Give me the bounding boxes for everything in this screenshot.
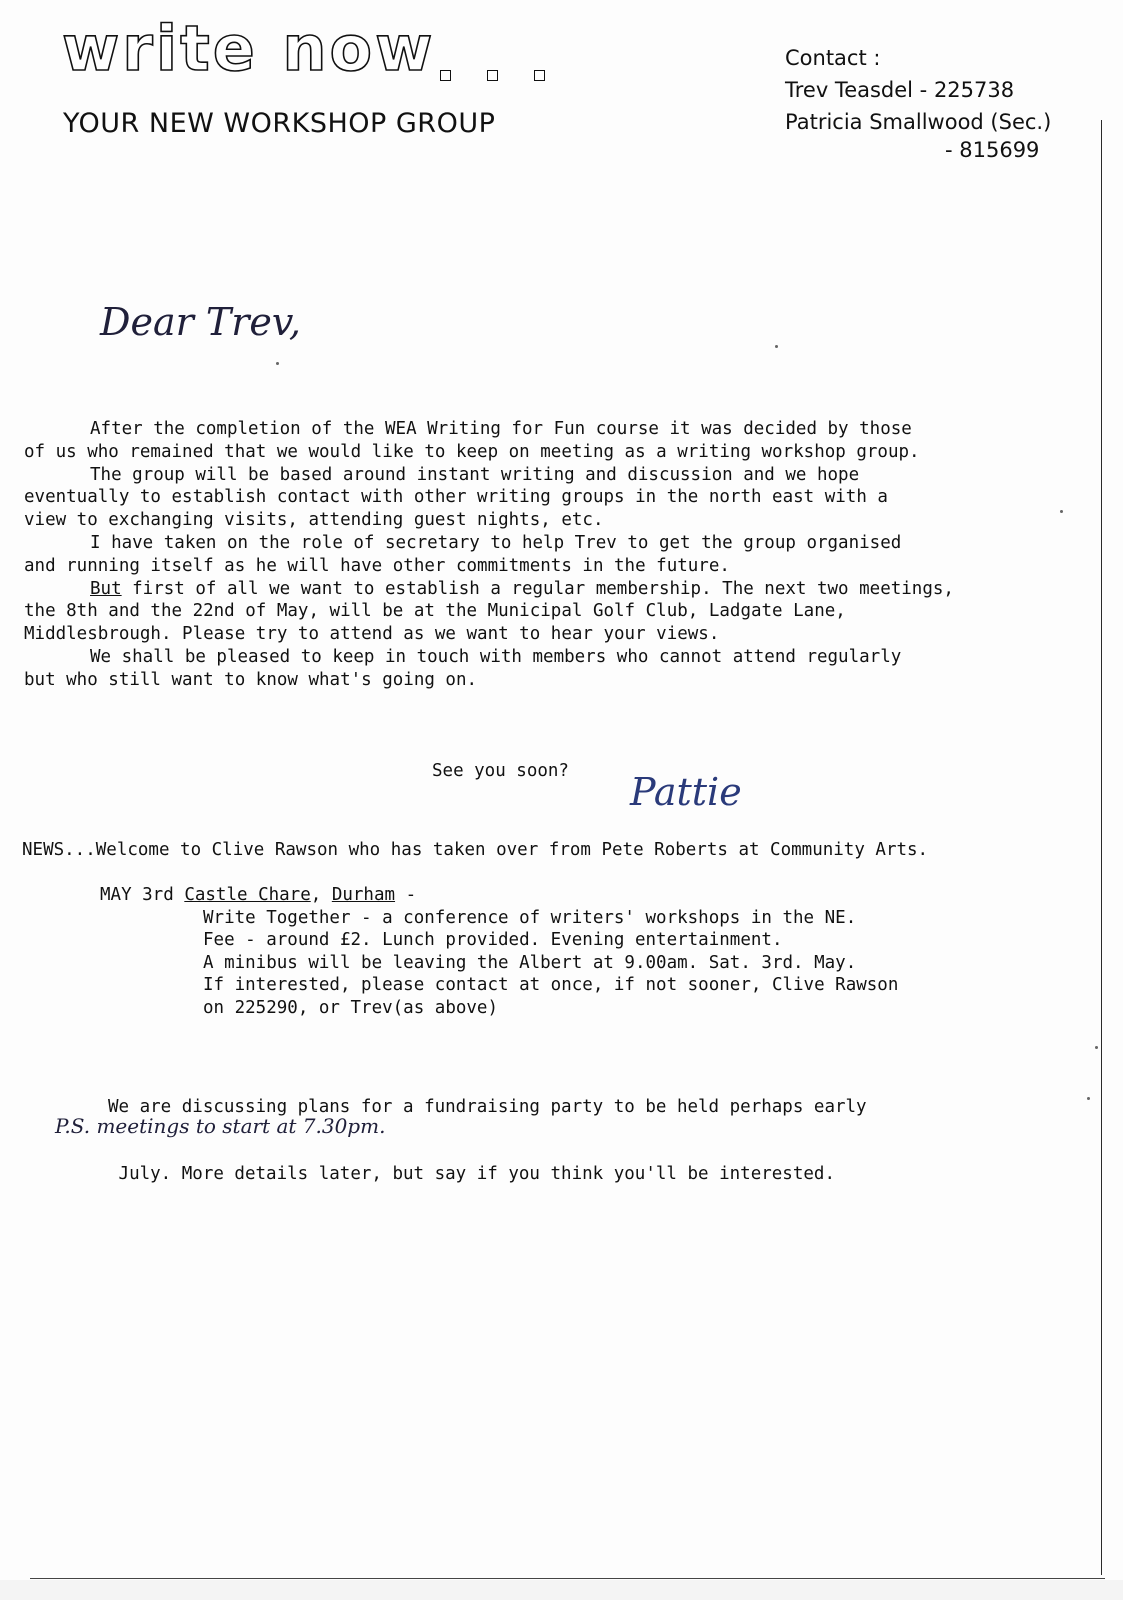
event-detail-line: on 225290, or Trev(as above) [203, 997, 499, 1018]
logo-title: write now [62, 12, 436, 85]
page-edge-right [1101, 120, 1102, 1575]
body-line: and running itself as he will have other commitments in the future. [24, 555, 730, 576]
logo-ellipsis [440, 70, 545, 81]
event-venue: Castle Chare [184, 885, 311, 905]
body-line: view to exchanging visits, attending guest nights, etc. [24, 510, 604, 531]
event-detail-line: A minibus will be leaving the Albert at 9.00am. Sat. 3rd. May. [203, 952, 857, 973]
event-detail-line: If interested, please contact at once, if not sooner, Clive Rawson [203, 975, 899, 996]
contact-block [785, 42, 1051, 162]
party-note [108, 1051, 867, 1230]
party-line: We are discussing plans for a fundraising party to be held perhaps early [108, 1096, 867, 1117]
page-background [0, 1580, 1123, 1600]
body-line: eventually to establish contact with other writing groups in the north east with a [24, 487, 888, 508]
paper-speck [1060, 510, 1063, 513]
body-line: We shall be pleased to keep in touch with members who cannot attend regularly [90, 646, 902, 667]
body-line: but who still want to know what's going on. [24, 669, 478, 690]
handwritten-postscript: P.S. meetings to start at 7.30pm. [55, 1114, 386, 1138]
paper-speck [775, 345, 778, 348]
contact-patricia: Patricia Smallwood (Sec.) [785, 110, 1052, 134]
paper-speck [1095, 1046, 1098, 1049]
paper-speck [1087, 1097, 1090, 1100]
body-line: But first of all we want to establish a regular membership. The next two meetings, [90, 578, 954, 599]
event-detail-line: Write Together - a conference of writers' workshops in the NE. [203, 908, 857, 928]
party-line: July. More details later, but say if you think you'll be interested. [108, 1164, 835, 1185]
contact-patricia-phone: - 815699 [945, 138, 1040, 162]
body-line: I have taken on the role of secretary to help Trev to get the group organised [90, 532, 902, 553]
closing-line: See you soon? [432, 761, 569, 781]
contact-label: Contact : [785, 46, 881, 70]
paper-speck [276, 362, 279, 365]
event-details [203, 907, 898, 1019]
tagline: YOUR NEW WORKSHOP GROUP [63, 108, 496, 139]
contact-trev: Trev Teasdel - 225738 [785, 78, 1015, 102]
body-line: After the completion of the WEA Writing for Fun course it was decided by those [90, 419, 912, 439]
event-line: MAY 3rd Castle Chare, Durham - [100, 885, 417, 905]
underlined-but: But [90, 578, 122, 599]
news-headline: NEWS...Welcome to Clive Rawson who has taken over from Pete Roberts at Community Arts. [22, 840, 929, 860]
handwritten-greeting: Dear Trev, [100, 300, 301, 344]
event-detail-line: Fee - around £2. Lunch provided. Evening entertainment. [203, 930, 783, 951]
letter-body [24, 418, 1024, 692]
body-line: Middlesbrough. Please try to attend as we want to hear your views. [24, 624, 720, 645]
handwritten-signature: Pattie [630, 770, 742, 814]
body-line: the 8th and the 22nd of May, will be at the Municipal Golf Club, Ladgate Lane, [24, 601, 846, 622]
page-edge-bottom [30, 1578, 1105, 1579]
body-line: The group will be based around instant writing and discussion and we hope [90, 464, 860, 485]
body-line: of us who remained that we would like to keep on meeting as a writing workshop group. [24, 441, 920, 462]
event-city: Durham [331, 885, 396, 905]
event-date: MAY 3rd [100, 885, 174, 905]
